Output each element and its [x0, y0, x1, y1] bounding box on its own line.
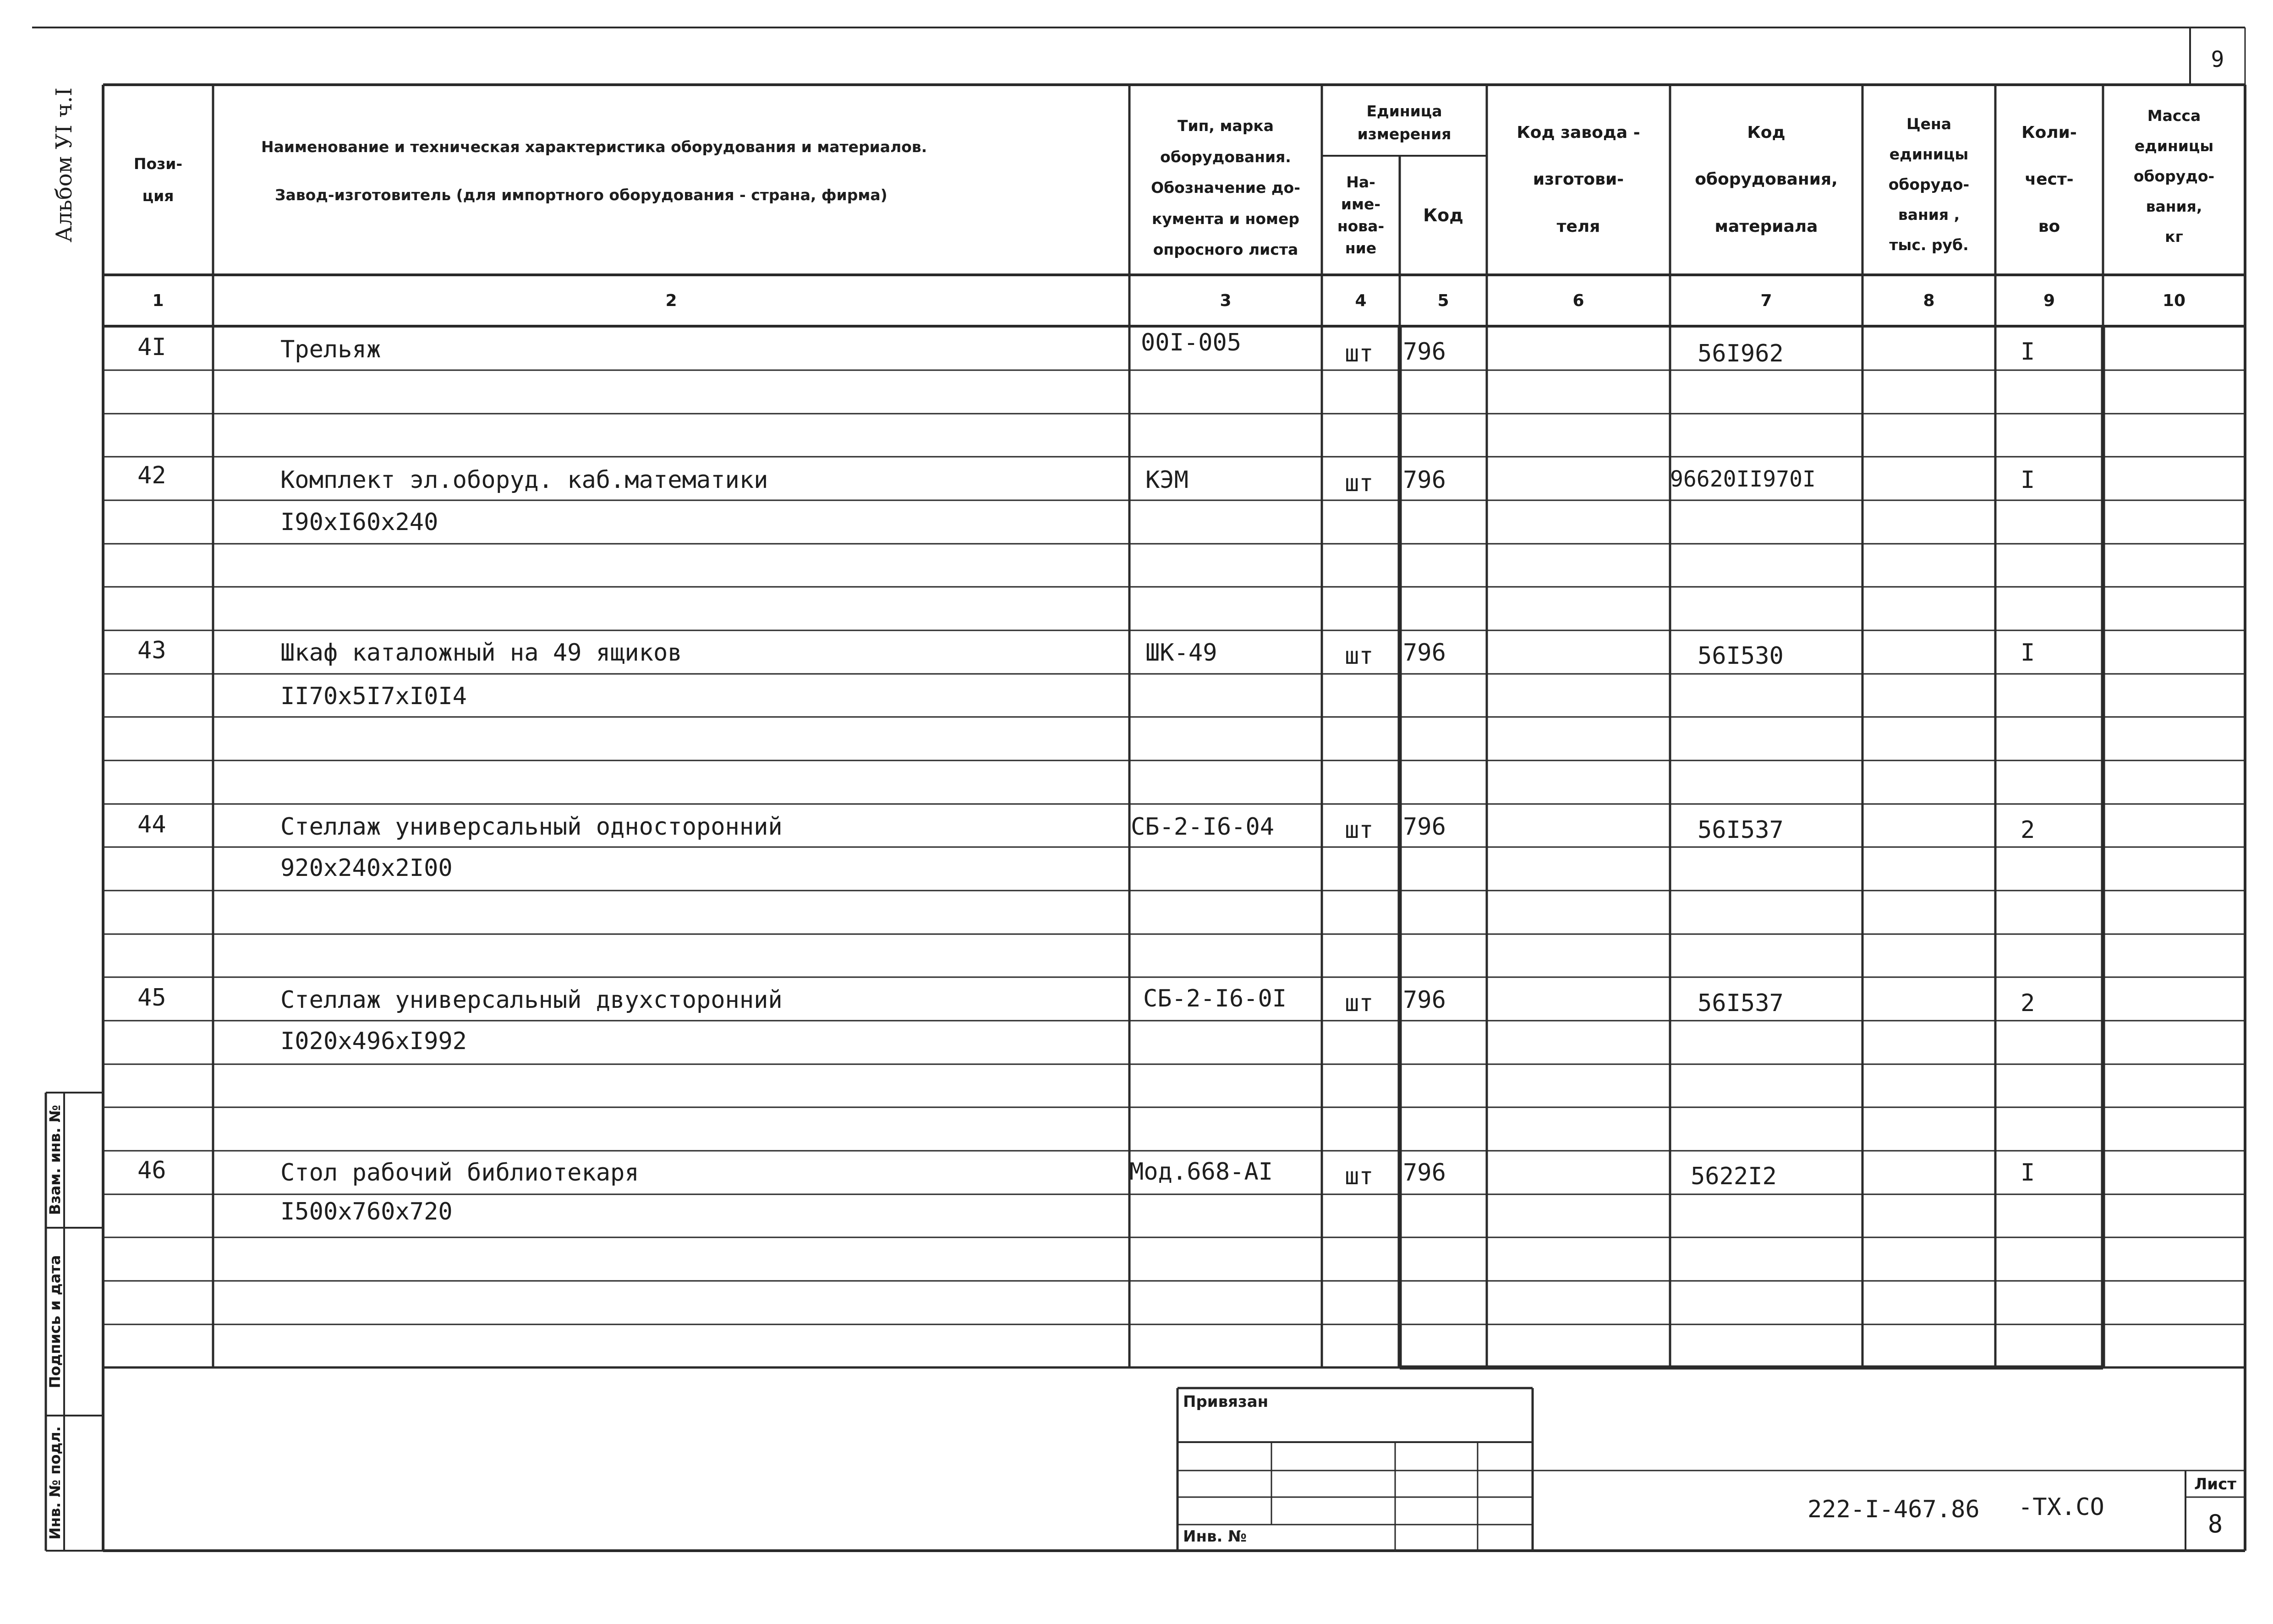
row-44-equipment-code: 56I537: [1698, 816, 1784, 844]
header-equipment-code: Код оборудования, материала: [1695, 123, 1838, 236]
row-42-unit: шт: [1345, 470, 1374, 497]
row-43-quantity: I: [2021, 639, 2035, 667]
col-number-2: 2: [665, 291, 677, 310]
row-42-type: КЭМ: [1145, 466, 1189, 494]
row-43-position: 43: [137, 637, 166, 664]
document-suffix: -ТХ.СО: [2018, 1493, 2104, 1521]
row-44-name: Стеллаж универсальный односторонний: [280, 813, 783, 841]
row-43-name: Шкаф каталожный на 49 ящиков: [280, 639, 682, 667]
header-price: Цена единицы оборудо- вания , тыс. руб.: [1888, 115, 1970, 254]
row-41-type: 00I-005: [1141, 329, 1242, 356]
row-43-unit-code: 796: [1403, 639, 1446, 667]
row-44-quantity: 2: [2021, 816, 2035, 844]
header-plant-code: Код завода - изготови- теля: [1517, 123, 1640, 236]
stamp-inv-label: Инв. №: [1183, 1527, 1247, 1546]
row-46-position: 46: [137, 1157, 166, 1184]
row-41-name: Трельяж: [280, 336, 381, 363]
header-type: Тип, марка оборудования. Обозначение до- кумента и номер опросного листа: [1151, 116, 1300, 259]
row-43-unit: шт: [1345, 642, 1374, 670]
col-number-9: 9: [2043, 291, 2055, 310]
header-name-line1: Наименование и техническая характеристика оборудования и материалов.: [261, 138, 927, 156]
row-45-dims: I020x496xI992: [280, 1028, 467, 1055]
album-label: Альбом УI ч.I: [51, 87, 77, 243]
header-unit-name: На- име- нова- ние: [1337, 173, 1385, 257]
row-44-position: 44: [137, 811, 166, 838]
row-41-equipment-code: 56I962: [1698, 340, 1784, 367]
col-number-1: 1: [152, 291, 164, 310]
row-45-unit-code: 796: [1403, 986, 1446, 1014]
stamp-replace-inv: Взам. инв. №: [46, 1105, 64, 1215]
sheet-number: 8: [2207, 1509, 2223, 1538]
header-unit-code: Код: [1423, 205, 1463, 225]
stamp-bound-label: Привязан: [1183, 1393, 1269, 1411]
row-45-equipment-code: 56I537: [1698, 990, 1784, 1017]
row-46-unit-code: 796: [1403, 1159, 1446, 1187]
col-number-5: 5: [1437, 291, 1449, 310]
row-45-type: СБ-2-I6-0I: [1143, 985, 1287, 1012]
sheet-label: Лист: [2194, 1475, 2236, 1493]
header-position: Пози- ция: [133, 155, 183, 205]
row-45-name: Стеллаж универсальный двухсторонний: [280, 986, 783, 1014]
header-mass: Масса единицы оборудо- вания, кг: [2133, 107, 2215, 246]
col-number-3: 3: [1220, 291, 1232, 310]
stamp-sign-date: Подпись и дата: [46, 1255, 64, 1389]
row-42-position: 42: [137, 462, 166, 489]
col-number-6: 6: [1572, 291, 1584, 310]
row-44-unit: шт: [1345, 816, 1374, 844]
row-43-equipment-code: 56I530: [1698, 642, 1784, 670]
col-number-7: 7: [1760, 291, 1772, 310]
row-45-quantity: 2: [2021, 990, 2035, 1017]
row-46-quantity: I: [2021, 1159, 2035, 1187]
row-44-type: СБ-2-I6-04: [1131, 813, 1275, 841]
top-sheet-number: 9: [2211, 47, 2224, 72]
row-46-dims: I500x760x720: [280, 1198, 453, 1225]
col-number-10: 10: [2162, 291, 2186, 310]
col-number-8: 8: [1923, 291, 1935, 310]
row-42-dims: I90xI60x240: [280, 509, 438, 536]
row-45-unit: шт: [1345, 990, 1374, 1017]
col-number-4: 4: [1355, 291, 1367, 310]
row-46-equipment-code: 5622I2: [1691, 1163, 1777, 1190]
row-45-position: 45: [137, 984, 166, 1012]
row-43-dims: II70x5I7xI0I4: [280, 683, 467, 710]
row-42-name: Комплект эл.оборуд. каб.математики: [280, 466, 768, 494]
row-43-type: ШК-49: [1145, 639, 1217, 667]
row-41-quantity: I: [2021, 338, 2035, 366]
row-46-name: Стол рабочий библиотекаря: [280, 1159, 639, 1187]
header-unit-title: Единица измерения: [1357, 102, 1451, 143]
header-name-line2: Завод-изготовитель (для импортного оборудования - страна, фирма): [275, 186, 887, 204]
row-41-position: 4I: [137, 334, 166, 361]
row-44-dims: 920x240x2I00: [280, 854, 453, 882]
row-42-quantity: I: [2021, 466, 2035, 494]
stamp-orig-inv: Инв. № подл.: [46, 1426, 64, 1540]
row-41-unit: шт: [1345, 340, 1374, 367]
row-46-type: Мод.668-АI: [1129, 1158, 1273, 1186]
row-46-unit: шт: [1345, 1163, 1374, 1190]
row-42-unit-code: 796: [1403, 466, 1446, 494]
row-42-equipment-code: 96620II970I: [1670, 466, 1816, 492]
document-code: 222-I-467.86: [1807, 1496, 1980, 1523]
row-41-unit-code: 796: [1403, 338, 1446, 366]
row-44-unit-code: 796: [1403, 813, 1446, 841]
header-quantity: Коли- чест- во: [2021, 123, 2077, 236]
